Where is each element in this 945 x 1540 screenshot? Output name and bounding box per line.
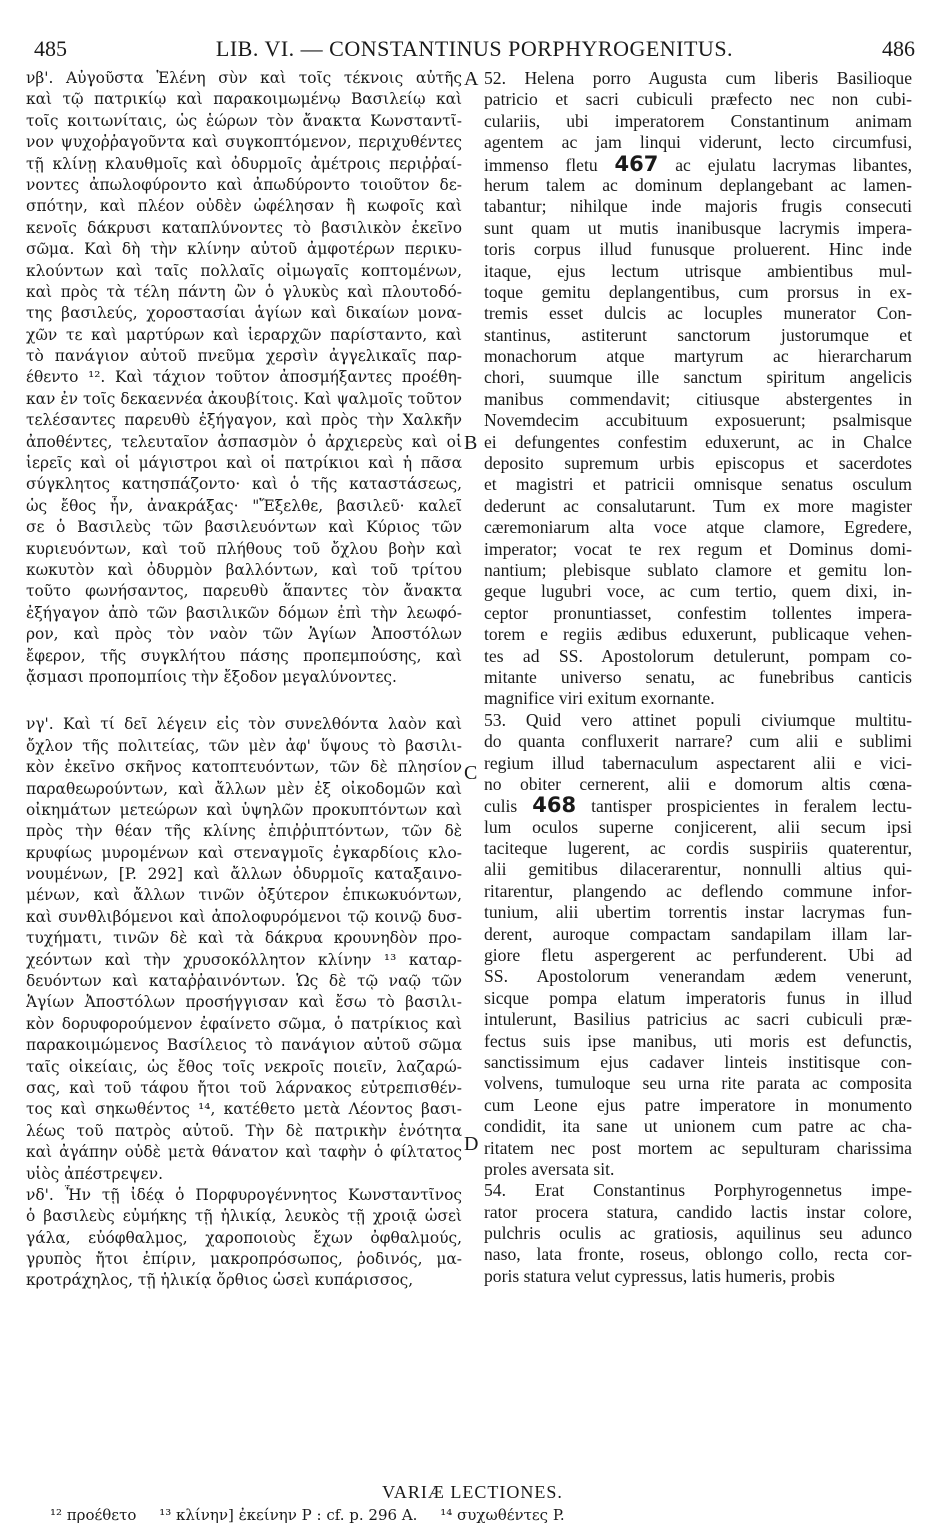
margin-letter-b: B [464,432,478,454]
latin-line: herum talem ac dominum deplangebant ac lamen- [484,174,912,195]
latin-line: regium illud tabernaculum aspectarent alii e vici- [484,752,912,773]
latin-line: ei defungentes confestim eduxerunt, ac in Chalce [484,431,912,452]
footnote-13: ¹³ κλίνην] ἐκείνην P : cf. p. 296 A. [159,1506,418,1524]
greek-line: νδ'. Ἦν τῇ ἰδέᾳ ὁ Πορφυρογέννητος Κωνσταντῖνος [26,1185,462,1204]
latin-line: toque gemitu deplangentibus, cum prorsus in ex- [484,281,912,302]
latin-line: 52. Helena porro Augusta cum liberis Basilioque [484,68,912,88]
latin-line: taciteque lugerent, ac cordis suspiriis quaterentur, [484,838,912,859]
greek-line: δευόντων καὶ καταῤῥαινόντων. Ὡς δὲ τῷ ναῷ τῶν [26,972,462,991]
latin-line: cæremoniarum alta voce atque clamore, Egredere, [484,517,912,538]
latin-line: tabantur; nihilque inde majoris frugis consecuti [484,196,912,217]
greek-line: έθεντο ¹². Καὶ τάχιον τοῦτον ἀποσμήξαντες προέθη- [26,368,462,387]
latin-line: 53. Quid vero attinet populi civiumque multitu- [484,709,912,730]
latin-line: intulerunt, Basilius patricius ac sacri cubiculi præ- [484,1009,912,1030]
greek-line: τος καὶ σηκωθέντος ¹⁴, κατέθετο μετὰ Λέοντος βασι- [26,1100,462,1119]
footnote-12: ¹² προέθετο [50,1506,137,1524]
greek-line: κρυφίως μυρομένων καὶ στεναγμοῖς ἐγκαρδίοις κλο- [26,843,462,862]
running-header [34,36,915,66]
latin-line: Novemdecim accubituum exposuerunt; psalmisque [484,410,912,431]
page-number-left: 485 [34,36,67,61]
latin-line: geque lugubri voce, ac cum tertio, quem dixi, in- [484,581,912,602]
greek-line: ὁ βασιλεὺς εὐμήκης τῇ ἡλικίᾳ, λευκὸς τῇ χροιᾷ ὡσεὶ [26,1207,462,1226]
greek-line: της βασιλεύς, χοροστασίαι ἁγίων καὶ δικαίων μονα- [26,304,462,323]
margin-letter-d: D [464,1133,479,1155]
paragraph-gap [26,688,462,714]
latin-line: alii gemitibus dilacerarentur, nonnulli altius qui- [484,859,912,880]
greek-line: κυριευόντων, καὶ τοῦ πλήθους τοῦ ὄχλου βοὴν καὶ [26,539,462,558]
latin-line: SS. Apostolorum venerandam ædem venerunt, [484,966,912,987]
latin-line: manibus commendavit; citiusque abstergentes in [484,388,912,409]
greek-line: ταῖς οἰκείαις, ὡς ἔθος τοῖς νεκροῖς ποιεῖν, λαζαρώ- [26,1057,462,1076]
marginal-page-number: 467 [614,153,659,175]
latin-line: volvens, tumuloque seu urna rite parata ac composita [484,1073,912,1094]
greek-line: κλούντων καὶ ταῖς πολλαῖς οἰμωγαῖς κοπτομένων, [26,261,462,280]
greek-line: γάλα, εὐόφθαλμος, χαροποιοὺς ἔχων ὀφθαλμούς, [26,1228,462,1247]
greek-line: τυχήματι, τινῶν δὲ καὶ τὰ δάκρυα κρουνηδὸν προ- [26,929,462,948]
latin-line: monachorum atque martyrum ac hierarcharum [484,346,912,367]
greek-line: σας, καὶ τοῦ τάφου ἤτοι τοῦ λάρνακος εὐτρεπισθέν- [26,1078,462,1097]
latin-line: immenso fletu 467 ac ejulatu lacrymas libantes, [484,153,912,175]
greek-line: σπότην, καὶ πλέον οὐδὲν ὠφέλησαν ἢ κωφοῖς καὶ [26,197,462,216]
latin-line: derent, auroque compactam sandapilam illam lar- [484,923,912,944]
greek-line: τὸ πανάγιον αὐτοῦ πνεῦμα χερσὶν ἀγγελικαῖς παρ- [26,347,462,366]
latin-line: fectus suis ipse manibus, uti moris est defunctis, [484,1030,912,1051]
greek-line: σῶμα. Καὶ δὴ τὴν κλίνην αὐτοῦ ἀμφοτέρων περικυ- [26,240,462,259]
latin-line: poris statura velut cypressus, latis humeris, probis [484,1265,835,1286]
greek-line: κωκυτὸν καὶ ὀδυρμὸν βαλλόντων, καὶ τοῦ τρίτου [26,560,462,579]
latin-line: et magistri et patricii omnisque senatus osculum [484,474,912,495]
latin-text-column [484,68,912,1287]
latin-line: culariis, ubi imperatorem Constantinum animam [484,110,912,131]
greek-line: κροτράχηλος, τῇ ἡλικίᾳ ὄρθιος ὡσεὶ κυπάρισσος, [26,1271,414,1290]
greek-line: ἱερεῖς καὶ οἱ μάγιστροι καὶ οἱ πατρίκιοι καὶ ἡ πᾶσα [26,454,462,473]
latin-line: ceptor pronuntiasset, confestim tollentes impera- [484,602,912,623]
greek-line: καὶ συνθλιβόμενοι καὶ ἀπολοφυρόμενοι τῷ κοινῷ δυσ- [26,907,462,926]
greek-line: τῇ κλίνῃ κλαυθμοῖς καὶ ὀδυρμοῖς ἀμέτροις περιῤῥαί- [26,154,462,173]
latin-line: do quanta confluxerit narrare? cum alii e sublimi [484,731,912,752]
latin-line: culis 468 tantisper prospicientes in feralem lectu- [484,795,912,817]
greek-line: οἰκημάτων μετεώρων καὶ ὑψηλῶν προκυπτόντων καὶ [26,800,462,819]
greek-line: ρον, καὶ πρὸς τὸν ναὸν τῶν Ἁγίων Ἀποστόλων [26,625,462,644]
margin-letter-c: C [464,762,478,784]
latin-line: sicque pompa elatum imperatoris funus in illud [484,987,912,1008]
latin-line: chori, suumque ille sanctum spiritum angelicis [484,367,912,388]
greek-line: τοῖς κοιτωνίταις, ὡς ἑώρων τὸν ἄνακτα Κωνσταντῖ- [26,111,462,130]
greek-line: χεόντων καὶ τὴν χρυσοκόλλητον κλίνην ¹³ καταρ- [26,950,462,969]
page-number-right: 486 [882,36,915,61]
latin-line: rator procera statura, candido lactis instar colore, [484,1201,912,1222]
greek-line: κενοῖς δάκρυσι καταπλύνοντες τὸ βασιλικὸν ἐκεῖνο [26,218,462,237]
latin-line: no obiter cernerent, alii e domorum altis cœna- [484,773,912,794]
latin-line: stantinus, astiterunt sanctorum justorumque et [484,324,912,345]
latin-line: mitante universo senatu, ac funebribus canticis [484,666,912,687]
greek-line: ὄχλον τῆς πολιτείας, τῶν μὲν ἀφ' ὕψους τὸ βασιλι- [26,736,462,755]
greek-line: καὶ πρὸς τὰ τέλη πάντη ὢν ὁ γλυκὺς καὶ πλουτοδό- [26,282,462,301]
greek-line: νον ψυχοῤῥαγοῦντα καὶ συγκοπτόμενον, περιχυθέντες [26,133,462,152]
latin-line: deposito supremum urbis episcopus et sacerdotes [484,453,912,474]
latin-line: condidit, ita sane ut unionem cum patre ac cha- [484,1116,912,1137]
greek-line: λέως τοῦ πατρὸς αὐτοῦ. Τὴν δὲ πατρικὴν ἑνότητα [26,1121,462,1140]
latin-line: sanctissimum ejus cadaver linteis institisque con- [484,1051,912,1072]
latin-line: itaque, ejus lectum utrisque ambientibus mul- [484,260,912,281]
greek-line: καν ἐν τοῖς δεκαεννέα ἀκουβίτοις. Καὶ ψαλμοῖς τοῦτον [26,389,462,408]
greek-line: καὶ ἀγάπην οὐδὲ μετὰ θάνατον καὶ ταφὴν ὁ φίλτατος [26,1143,462,1162]
variae-lectiones-heading: VARIÆ LECTIONES. [382,1482,563,1502]
latin-line: toris corpus illud funusque proluerent. Hinc inde [484,239,912,260]
footnote-14: ¹⁴ συχωθέντες P. [440,1506,565,1524]
running-title: LIB. VI. — CONSTANTINUS PORPHYROGENITUS. [215,36,734,61]
latin-line: tunium, alii ubertim torrentis instar lacrymas fun- [484,902,912,923]
latin-line: agentem ac jam linqui viderunt, lecto circumfusi, [484,132,912,153]
latin-line: tremis esset dulcis ac locuples munerator Con- [484,303,912,324]
greek-line: νγ'. Καὶ τί δεῖ λέγειν εἰς τὸν συνελθόντα λαὸν καὶ [26,715,462,734]
greek-line: τελέσαντες παρευθὺ ἐξήγαγον, καὶ πρὸς τὴν Χαλκῆν [26,411,462,430]
footnotes [50,1506,905,1524]
latin-line: ritarentur, plangendo ac deflendo commune infor- [484,880,912,901]
latin-line: imperator; vocat te rex regum et Dominus domi- [484,538,912,559]
latin-line: sunt quam ut mutis inanibusque lacrymis impera- [484,217,912,238]
latin-line: dederunt ac consalutarunt. Tum ex more magister [484,495,912,516]
latin-line: naso, lata fronte, roseus, oblongo collo, recta cor- [484,1244,912,1265]
latin-line: lum oculos superne conjicerent, alii secum ipsi [484,816,912,837]
greek-line: νουμένων, [P. 292] καὶ ἄλλων ὀδυρμοῖς καταξαινο- [26,865,462,884]
latin-line: pulchris oculis ac gratiosis, aquilinus seu adunco [484,1223,912,1244]
latin-line: cum Leone ejus patre imperatore in monumento [484,1094,912,1115]
greek-line: κὸν ἐκεῖνο σκῆνος κατοπτευόντων, τῶν δὲ πλησίον [26,758,462,777]
greek-line: κὸν δορυφορούμενον ἐφαίνετο σῶμα, ὁ πατρίκιος καὶ [26,1014,462,1033]
greek-line: νβ'. Αὐγοῦστα Ἑλένη σὺν καὶ τοῖς τέκνοις αὐτῆς [26,69,462,87]
greek-line: υἱὸς ἀπέστρεψεν. [26,1164,163,1183]
latin-line: proles aversata sit. [484,1158,615,1179]
greek-line: ἐξήγαγον ἀπὸ τῶν βασιλικῶν δόμων ἐπὶ τὴν λεωφό- [26,603,462,622]
greek-line: τοῦτο φωνήσαντος, παρευθὺ ἅπαντες τὸν ἄνακτα [26,582,462,601]
greek-line: χῶν τε καὶ μαρτύρων καὶ ἱεραρχῶν παρίσταντο, καὶ [26,325,462,344]
greek-line: γρυπὸς ἤτοι ἐπίριν, μακροπρόσωπος, ῥοδινός, μα- [26,1250,462,1269]
greek-text-column [26,68,462,1292]
latin-line: patricio et sacri cubiculi præfecto nec non cubi- [484,89,912,110]
latin-line: giore fletu aspergerent ac perfunderent. Ubi ad [484,945,912,966]
latin-line: 54. Erat Constantinus Porphyrogennetus impe- [484,1180,912,1201]
latin-line: ritatem nec post mortem ac sepulturam charissima [484,1137,912,1158]
greek-line: ἔφερον, τῆς συγκλήτου πάσης προπεμπούσης, καὶ [26,646,462,665]
greek-line: σε ὁ Βασιλεὺς τῶν βασιλευόντων καὶ Κύριος τῶν [26,518,462,537]
margin-letter-a: A [464,68,479,90]
greek-line: σύγκλητος κατησπάζοντο· καὶ ὁ τῆς καταστάσεως, [26,475,462,494]
greek-line: μένων, καὶ ἄλλων τινῶν ὀξύτερον ἐπικωκυόντων, [26,886,462,905]
latin-line: nantium; plebisque sublato clamore et gemitu lon- [484,559,912,580]
latin-line: magnifice viri exitum exornante. [484,688,715,709]
greek-line: πρὸς τὴν θέαν τῆς κλίνης ἐπιῤῥιπτόντων, τῶν δὲ [26,822,462,841]
marginal-page-number: 468 [532,795,577,817]
greek-line: καὶ τῷ πατρικίῳ καὶ παρακοιμωμένῳ Βασιλείῳ καὶ [26,90,462,109]
latin-line: tes ad SS. Apostolorum detulerunt, pompam co- [484,645,912,666]
latin-line: torem e regiis ædibus eduxerunt, publicaque vehen- [484,624,912,645]
greek-line: παρακοιμώμενος Βασίλειος τὸ πανάγιον αὐτοῦ σῶμα [26,1036,462,1055]
greek-line: ᾄσμασι προπομπίοις τὴν ἔξοδον μεγαλύνοντες. [26,667,397,686]
greek-line: νοντες ἀπωλοφύροντο καὶ ἀπωδύροντο τοιοῦτον δε- [26,175,462,194]
greek-line: ὡς ἔθος ἦν, ἀνακράξας· "Ἔξελθε, βασιλεῦ· καλεῖ [26,496,462,515]
greek-line: παραθεωρούντων, καὶ ἄλλων μὲν ἐξ οἰκοδομῶν καὶ [26,779,462,798]
greek-line: Ἁγίων Ἀποστόλων προσήγγισαν καὶ ἔσω τὸ βασιλι- [26,993,462,1012]
greek-line: ἀποθέντες, τελευταῖον ἀσπασμὸν ὁ ἀρχιερεὺς καὶ οἱ [26,432,462,451]
